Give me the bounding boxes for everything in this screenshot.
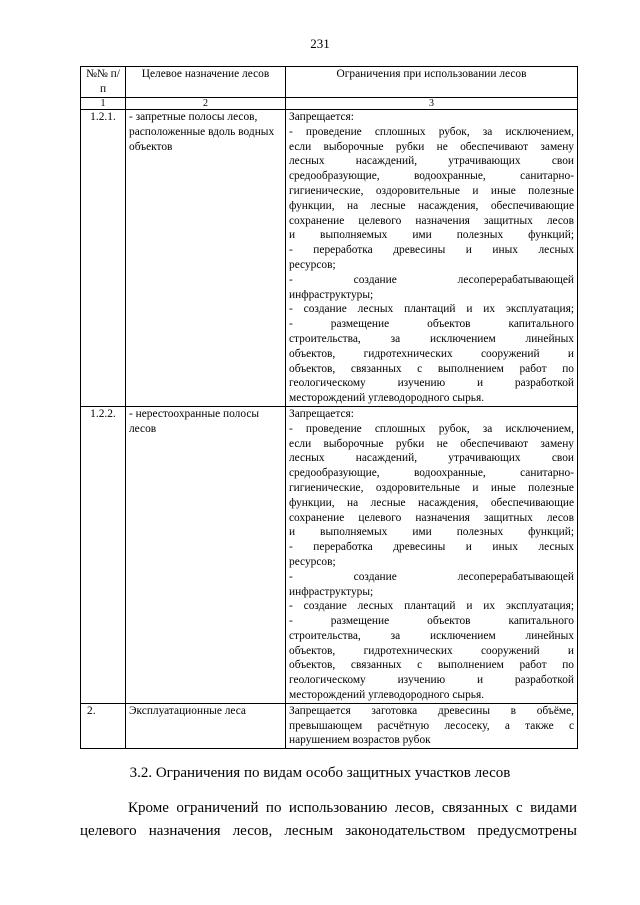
header-purpose: Целевое назначение лесов	[126, 67, 286, 98]
table-header-row	[81, 67, 578, 98]
row-purpose: - запретные полосы лесов, расположенные вдоль водных объектов	[126, 110, 286, 407]
restriction-line: инфраструктуры;	[289, 585, 374, 598]
restriction-line: строительства, за исключением линейных	[289, 629, 574, 642]
restriction-line: и выполняемых ими полезных функций;	[289, 229, 574, 242]
restriction-line: - проведение сплошных рубок, за исключением,	[289, 422, 574, 435]
body-line: Кроме ограничений по использованию лесов, связанных с видами	[128, 800, 577, 816]
restrictions-table	[80, 66, 578, 749]
column-number: 3	[286, 98, 578, 110]
restriction-line: геологическому изучению и разработкой	[289, 674, 574, 687]
restriction-line: лесных насаждений, утрачивающих свои	[289, 452, 574, 465]
column-number: 2	[126, 98, 286, 110]
row-restrictions	[286, 703, 578, 748]
restriction-line: объектов, связанных с выполнением работ по	[289, 659, 574, 672]
restriction-line: месторождений углеводородного сырья.	[289, 392, 485, 405]
restriction-line: гигиенические, оздоровительные и иные полезные	[289, 184, 574, 197]
restriction-line: Запрещается:	[289, 111, 354, 123]
section-heading: 3.2. Ограничения по видам особо защитных участков лесов	[129, 765, 511, 781]
restriction-line: сохранение целевого назначения защитных лесов	[289, 214, 574, 227]
table-row	[81, 703, 578, 748]
restriction-line: - создание лесных плантаций и их эксплуатация;	[289, 303, 574, 316]
restriction-line: - переработка древесины и иных лесных	[289, 244, 574, 257]
restriction-line: - создание лесных плантаций и их эксплуатация;	[289, 600, 574, 613]
row-purpose: Эксплуатационные леса	[126, 703, 286, 748]
column-number-row	[81, 98, 578, 110]
restriction-line: - проведение сплошных рубок, за исключением,	[289, 125, 574, 138]
restriction-line: месторождений углеводородного сырья.	[289, 689, 485, 702]
restriction-line: гигиенические, оздоровительные и иные полезные	[289, 481, 574, 494]
restriction-line: объектов, гидротехнических сооружений и	[289, 644, 574, 657]
restriction-line: Запрещается заготовка древесины в объёме,	[289, 704, 574, 717]
table-row	[81, 110, 578, 407]
restriction-line: лесных насаждений, утрачивающих свои	[289, 155, 574, 168]
row-purpose: - нерестоохранные полосы лесов	[126, 406, 286, 703]
row-restrictions	[286, 110, 578, 407]
restriction-line: ресурсов;	[289, 555, 336, 568]
restriction-line: средообразующие, водоохранные, санитарно-	[289, 467, 574, 480]
restriction-line: и выполняемых ими полезных функций;	[289, 526, 574, 539]
restriction-line: - создание лесоперерабатывающей	[289, 273, 574, 286]
row-number: 1.2.1.	[81, 110, 126, 407]
restriction-line: - размещение объектов капитального	[289, 615, 574, 628]
row-number: 2.	[81, 703, 126, 748]
restriction-line: сохранение целевого назначения защитных лесов	[289, 511, 574, 524]
restriction-line: инфраструктуры;	[289, 288, 374, 301]
row-restrictions	[286, 406, 578, 703]
restriction-line: функции, на лесные насаждения, обеспечивающие	[289, 199, 574, 212]
restriction-line: средообразующие, водоохранные, санитарно-	[289, 170, 574, 183]
table-row	[81, 406, 578, 703]
restriction-line: функции, на лесные насаждения, обеспечивающие	[289, 496, 574, 509]
restriction-line: геологическому изучению и разработкой	[289, 377, 574, 390]
body-line: целевого назначения лесов, лесным законодательством предусмотрены	[80, 823, 577, 839]
restriction-line: - размещение объектов капитального	[289, 318, 574, 331]
restriction-line: если выборочные рубки не обеспечивают замену	[289, 140, 574, 153]
row-number: 1.2.2.	[81, 406, 126, 703]
restriction-line: ресурсов;	[289, 258, 336, 271]
restriction-line: превышающем расчётную лесосеку, а также с	[289, 719, 574, 732]
body-paragraph	[80, 797, 577, 843]
header-restrictions: Ограничения при использовании лесов	[286, 67, 578, 98]
restriction-line: строительства, за исключением линейных	[289, 332, 574, 345]
restriction-line: объектов, гидротехнических сооружений и	[289, 347, 574, 360]
restriction-line: Запрещается:	[289, 407, 354, 420]
header-num: №№ п/п	[81, 67, 126, 98]
restriction-line: - создание лесоперерабатывающей	[289, 570, 574, 583]
page-number: 231	[310, 36, 330, 51]
column-number: 1	[81, 98, 126, 110]
restriction-line: если выборочные рубки не обеспечивают замену	[289, 437, 574, 450]
restriction-line: объектов, связанных с выполнением работ по	[289, 362, 574, 375]
restriction-line: нарушением возрастов рубок	[289, 734, 431, 747]
restriction-line: - переработка древесины и иных лесных	[289, 541, 574, 554]
